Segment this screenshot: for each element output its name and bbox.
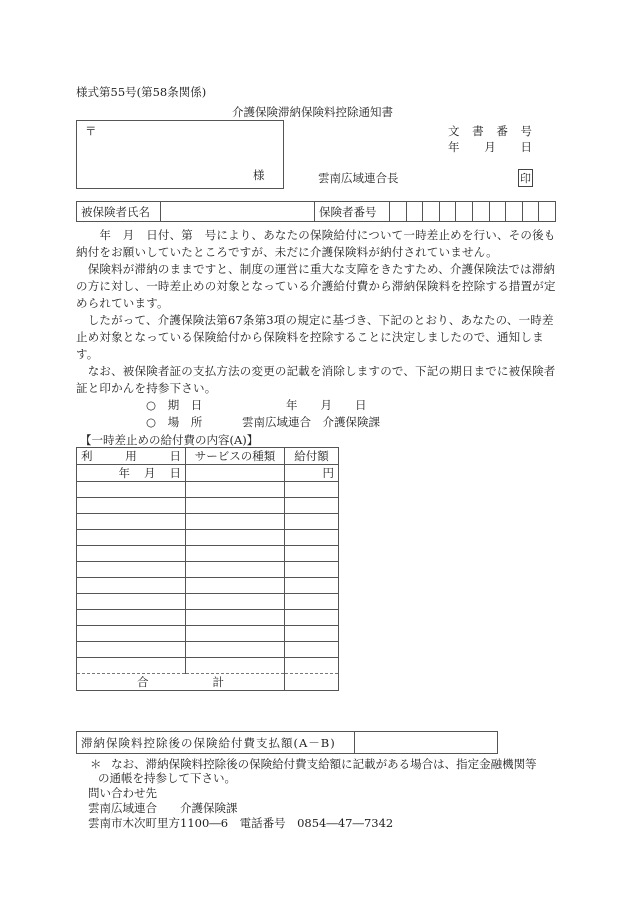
- usage-date-cell[interactable]: [77, 514, 186, 530]
- benefit-amount-cell[interactable]: [285, 658, 339, 674]
- benefit-amount-cell[interactable]: [285, 498, 339, 514]
- header-usage-date: [77, 448, 186, 465]
- contact-address-phone: 雲南市木次町里方1100―6 電話番号 0854―47―7342: [88, 816, 394, 830]
- notice-body: [76, 227, 558, 397]
- doc-number-char: 文: [448, 124, 460, 138]
- document-number-label: [448, 123, 532, 139]
- benefit-amount-cell[interactable]: [285, 482, 339, 498]
- doc-number-char: 号: [520, 124, 532, 138]
- deadline-label: 期 日: [167, 398, 203, 412]
- date-day: 日: [520, 140, 532, 154]
- service-type-cell[interactable]: [186, 482, 285, 498]
- body-paragraph: したがって、介護保険法第67条第3項の規定に基づき、下記のとおり、あなたの、一時差止め対象となっている保険給付から保険料を控除することに決定しましたので、通知します。: [76, 313, 554, 361]
- insurer-number-digit[interactable]: [506, 202, 523, 222]
- benefit-amount-cell[interactable]: [285, 546, 339, 562]
- table-row: [77, 594, 339, 610]
- table-row: [77, 498, 339, 514]
- body-paragraph: なお、被保険者証の支払方法の変更の記載を消除しますので、下記の期日までに被保険者証と印かんを持参下さい。: [76, 364, 556, 395]
- header-benefit-amount: 給付額: [285, 448, 339, 465]
- insurer-number-digit[interactable]: [423, 202, 440, 222]
- usage-date-cell[interactable]: [77, 498, 186, 514]
- table-row: [77, 610, 339, 626]
- insurer-number-digit[interactable]: [522, 202, 539, 222]
- table-row: [77, 658, 339, 674]
- table-header-row: [77, 448, 339, 465]
- payment-amount-field[interactable]: [355, 732, 498, 754]
- table-row: [77, 562, 339, 578]
- note-line-2: の通帳を持参して下さい。: [98, 771, 236, 785]
- total-label-char: 合: [137, 675, 149, 689]
- body-paragraph: 年 月 日付、第 号により、あなたの保険給付について一時差止めを行い、その後も納付をお願いしていたところですが、未だに介護保険料が納付されていません。: [76, 228, 556, 259]
- usage-date-cell[interactable]: [77, 530, 186, 546]
- table-row: [77, 546, 339, 562]
- usage-date-cell[interactable]: [77, 642, 186, 658]
- doc-number-char: 書: [472, 124, 484, 138]
- body-paragraph: 保険料が滞納のままですと、制度の運営に重大な支障をきたすため、介護保険法では滞納の方に対し、一時差止めの対象となっている介護給付費から滞納保険料を控除する措置が定められています。: [76, 262, 556, 310]
- table-row: [77, 530, 339, 546]
- usage-date-cell[interactable]: [77, 610, 186, 626]
- insurer-number-digit[interactable]: [390, 202, 407, 222]
- benefit-amount-cell[interactable]: [285, 514, 339, 530]
- issue-date: [448, 139, 532, 155]
- contact-office: 雲南広域連合 介護保険課: [88, 801, 238, 815]
- table-row: [77, 642, 339, 658]
- service-type-cell[interactable]: [186, 658, 285, 674]
- service-type-cell[interactable]: [186, 610, 285, 626]
- total-label-char: 計: [212, 675, 224, 689]
- bullet-icon: ○: [146, 415, 157, 429]
- service-type-cell[interactable]: [186, 578, 285, 594]
- usage-date-cell[interactable]: [77, 594, 186, 610]
- deadline-item: [146, 397, 367, 413]
- insured-name-field[interactable]: [161, 202, 315, 222]
- doc-number-char: 番: [496, 124, 508, 138]
- insurer-number-digit[interactable]: [472, 202, 489, 222]
- benefit-table: [76, 447, 339, 691]
- service-type-cell[interactable]: [186, 465, 285, 482]
- usage-date-cell[interactable]: [77, 578, 186, 594]
- service-type-cell[interactable]: [186, 562, 285, 578]
- place-item: [146, 414, 380, 430]
- payment-amount-box: [76, 731, 498, 754]
- asterisk-icon: ＊: [90, 757, 102, 771]
- date-day-label: 日: [169, 466, 181, 480]
- header-char: 日: [169, 449, 181, 463]
- date-year: 年: [448, 140, 460, 154]
- usage-date-cell[interactable]: [77, 465, 186, 482]
- issuer-name: 雲南広域連合長: [318, 171, 399, 185]
- date-month-label: 月: [144, 466, 156, 480]
- contact-heading: 問い合わせ先: [88, 786, 157, 800]
- service-type-cell[interactable]: [186, 514, 285, 530]
- service-type-cell[interactable]: [186, 546, 285, 562]
- insurer-number-digit[interactable]: [406, 202, 423, 222]
- insurer-number-digit[interactable]: [439, 202, 456, 222]
- honorific: 様: [253, 168, 265, 182]
- payment-amount-label: 滞納保険料控除後の保険給付費支払額(A－B): [77, 732, 355, 754]
- header-char: 用: [125, 449, 137, 463]
- form-number: 様式第55号(第58条関係): [76, 85, 207, 99]
- insurer-number-label: 保険者番号: [315, 202, 390, 222]
- service-type-cell[interactable]: [186, 642, 285, 658]
- usage-date-cell[interactable]: [77, 562, 186, 578]
- usage-date-cell[interactable]: [77, 626, 186, 642]
- usage-date-cell[interactable]: [77, 658, 186, 674]
- benefit-amount-cell[interactable]: [285, 626, 339, 642]
- table-row: [77, 578, 339, 594]
- insurer-number-digit[interactable]: [489, 202, 506, 222]
- benefit-amount-cell[interactable]: [285, 642, 339, 658]
- place-label: 場 所: [167, 415, 203, 429]
- place-value: 雲南広域連合 介護保険課: [242, 415, 380, 429]
- insurer-number-digit[interactable]: [456, 202, 473, 222]
- document-title: 介護保険滞納保険料控除通知書: [232, 105, 393, 119]
- deadline-value: 年 月 日: [286, 398, 367, 412]
- table-row: [77, 514, 339, 530]
- benefit-amount-cell[interactable]: [285, 594, 339, 610]
- postal-mark: 〒: [85, 124, 97, 138]
- benefit-amount-cell[interactable]: [285, 562, 339, 578]
- date-year-label: 年: [118, 466, 130, 480]
- usage-date-cell[interactable]: [77, 546, 186, 562]
- benefit-table-caption: 【一時差止めの給付費の内容(A)】: [80, 433, 259, 447]
- total-row: [77, 674, 339, 691]
- table-row: [77, 465, 339, 482]
- usage-date-cell[interactable]: [77, 482, 186, 498]
- header-service-type: サービスの種類: [186, 448, 285, 465]
- total-label: [77, 674, 285, 691]
- benefit-amount-cell[interactable]: 円: [285, 465, 339, 482]
- service-type-cell[interactable]: [186, 626, 285, 642]
- service-type-cell[interactable]: [186, 498, 285, 514]
- insured-name-label: 被保険者氏名: [77, 202, 161, 222]
- benefit-amount-cell[interactable]: [285, 530, 339, 546]
- service-type-cell[interactable]: [186, 594, 285, 610]
- benefit-amount-cell[interactable]: [285, 610, 339, 626]
- header-char: 利: [81, 449, 93, 463]
- note-text: なお、滞納保険料控除後の保険給付費支給額に記載がある場合は、指定金融機関等: [111, 757, 537, 771]
- insured-info-row: [76, 201, 556, 222]
- bullet-icon: ○: [146, 398, 157, 412]
- total-amount-cell[interactable]: [285, 674, 339, 691]
- table-row: [77, 482, 339, 498]
- insurer-number-digit[interactable]: [539, 202, 556, 222]
- seal-mark: 印: [518, 169, 533, 187]
- table-row: [77, 626, 339, 642]
- recipient-address-box: [76, 120, 284, 189]
- benefit-amount-cell[interactable]: [285, 578, 339, 594]
- service-type-cell[interactable]: [186, 530, 285, 546]
- date-month: 月: [484, 140, 496, 154]
